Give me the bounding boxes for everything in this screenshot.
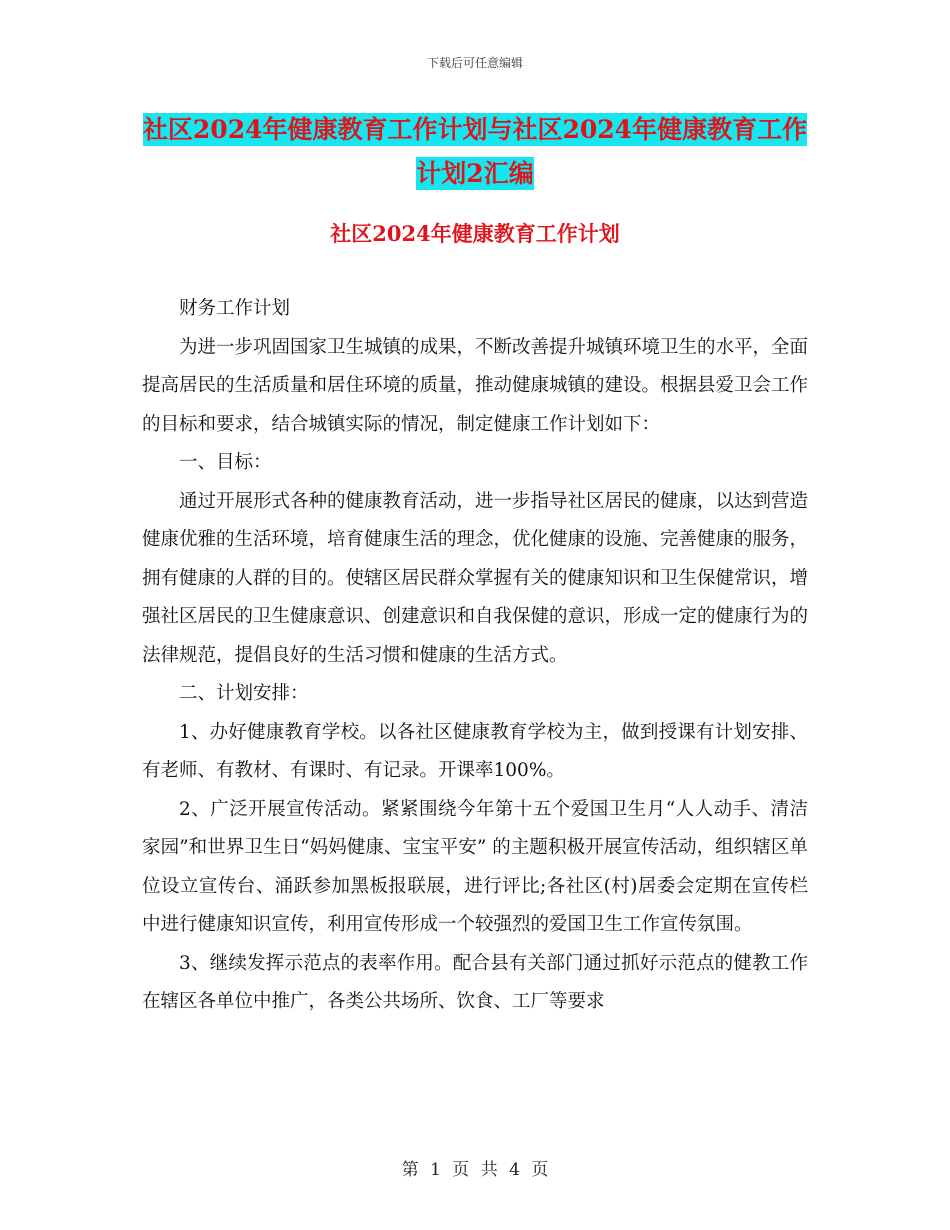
main-title-text: 社区2024年健康教育工作计划与社区2024年健康教育工作计划2汇编 [142,115,808,188]
paragraph-plan-item-1: 1、办好健康教育学校。以各社区健康教育学校为主，做到授课有计划安排、有老师、有教材、有课时、有记录。开课率100%。 [142,721,808,781]
paragraph-plan-item-3: 3、继续发挥示范点的表率作用。配合县有关部门通过抓好示范点的健教工作在辖区各单位中推广，各类公共场所、饮食、工厂等要求 [142,952,808,1012]
page-number-footer: 第 1 页 共 4 页 [401,1160,549,1180]
paragraph-goals: 通过开展形式各种的健康教育活动，进一步指导社区居民的健康，以达到营造健康优雅的生活环境，培育健康生活的理念，优化健康的设施、完善健康的服务，拥有健康的人群的目的。使辖区居民群众掌握有关的健康知识和卫生保健常识，增强社区居民的卫生健康意识、创建意识和自我保健的意识，形成一定的健康行为的法律规范，提倡良好的生活习惯和健康的生活方式。 [142,490,809,666]
document-main-title [140,108,810,196]
document-body [142,290,808,1022]
section-title: 社区2024年健康教育工作计划 [330,221,620,246]
paragraph-heading-goals: 一、目标： [179,452,272,473]
paragraph-heading-plan: 二、计划安排： [179,683,309,704]
paragraph-plan-item-2: 2、广泛开展宣传活动。紧紧围绕今年第十五个爱国卫生月“人人动手、清洁家园”和世界卫生日“妈妈健康、宝宝平安” 的主题积极开展宣传活动，组织辖区单位设立宣传台、涌跃参加黑板报联展，进行评比;各社区(村)居委会定期在宣传栏中进行健康知识宣传，利用宣传形成一个较强烈的爱国卫生工作宣传氛围。 [142,798,808,935]
header-note: 下载后可任意编辑 [426,56,523,70]
paragraph-intro: 为进一步巩固国家卫生城镇的成果，不断改善提升城镇环境卫生的水平，全面提高居民的生活质量和居住环境的质量，推动健康城镇的建设。根据县爱卫会工作的目标和要求，结合城镇实际的情况，制定健康工作计划如下： [142,336,809,435]
paragraph-subtitle: 财务工作计划 [179,298,291,319]
